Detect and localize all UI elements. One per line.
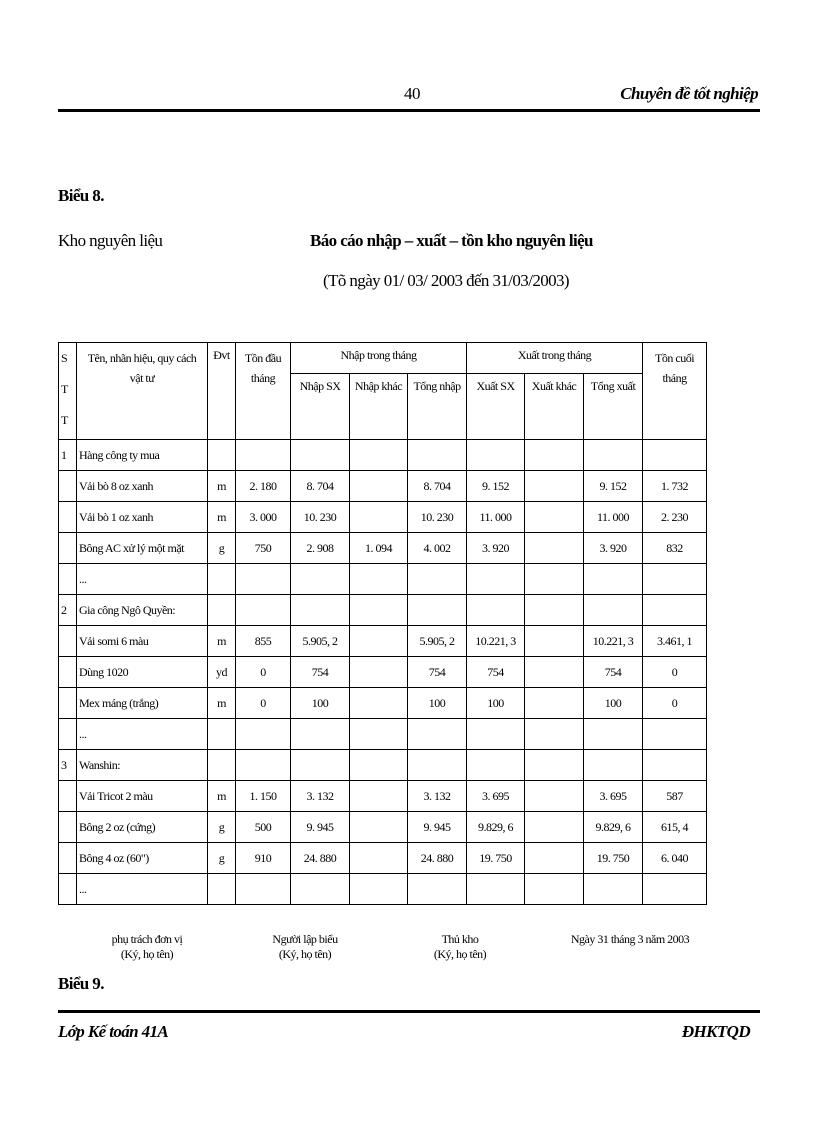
table-cell (467, 719, 525, 750)
table-cell: 615, 4 (643, 812, 707, 843)
table-cell: 10. 230 (408, 502, 467, 533)
table-row (59, 564, 707, 595)
header-export-total: Tổng xuất (584, 374, 643, 440)
header-import-total: Tổng nhập (408, 374, 467, 440)
table-cell (467, 595, 525, 626)
table-cell (59, 564, 77, 595)
table-cell (208, 874, 236, 905)
table-cell (291, 595, 350, 626)
table-cell: g (208, 533, 236, 564)
table-cell (350, 440, 408, 471)
footer-divider (58, 1010, 760, 1013)
table-row (59, 812, 707, 843)
table-cell: m (208, 626, 236, 657)
table-cell (467, 564, 525, 595)
table-cell (236, 874, 291, 905)
table-cell: 10.221, 3 (467, 626, 525, 657)
table-cell (350, 781, 408, 812)
table-cell (236, 440, 291, 471)
table-cell: Hàng công ty mua (77, 440, 208, 471)
table-cell (291, 440, 350, 471)
table-cell: Vải somi 6 màu (77, 626, 208, 657)
table-cell (467, 750, 525, 781)
table-cell: 11. 000 (584, 502, 643, 533)
signature-title: Thủ kho (441, 932, 479, 946)
table-cell: 9.829, 6 (584, 812, 643, 843)
table-cell (525, 750, 584, 781)
signature-unit-head (92, 932, 202, 962)
header-name-line: Tên, nhãn hiệu, quy cách (87, 351, 197, 365)
header-export-other: Xuất khác (525, 374, 584, 440)
table-cell (59, 657, 77, 688)
table-cell (350, 564, 408, 595)
table-row (59, 781, 707, 812)
table-cell (584, 719, 643, 750)
header-opening-line: Tồn đầu (244, 351, 282, 365)
table-cell: 754 (291, 657, 350, 688)
table-cell (59, 626, 77, 657)
header-unit: Đvt (208, 343, 236, 440)
table-cell (59, 688, 77, 719)
table-cell (525, 812, 584, 843)
header-opening (236, 343, 291, 440)
table-cell: 3. 695 (467, 781, 525, 812)
signature-title: Ngày 31 tháng 3 năm 2003 (570, 932, 690, 946)
table-cell (408, 750, 467, 781)
signature-note: (Ký, họ tên) (433, 947, 487, 961)
table-cell: 587 (643, 781, 707, 812)
signature-date (560, 932, 700, 947)
table-cell (291, 874, 350, 905)
table-cell (525, 719, 584, 750)
table-cell: 754 (408, 657, 467, 688)
table-cell: 2 (59, 595, 77, 626)
table-cell: 100 (467, 688, 525, 719)
table-cell: 24. 880 (291, 843, 350, 874)
table-cell (59, 502, 77, 533)
signature-note: (Ký, họ tên) (278, 947, 332, 961)
report-title: Báo cáo nhập – xuất – tồn kho nguyên liệu (310, 231, 593, 250)
table-cell (643, 719, 707, 750)
table-cell: Gia công Ngô Quyền: (77, 595, 208, 626)
table-row (59, 719, 707, 750)
table-cell: 100 (291, 688, 350, 719)
table-row (59, 626, 707, 657)
table-cell: 6. 040 (643, 843, 707, 874)
table-cell: Vải Tricot 2 màu (77, 781, 208, 812)
table-cell (59, 533, 77, 564)
table-cell: 0 (643, 657, 707, 688)
table-cell (208, 440, 236, 471)
table-cell (208, 595, 236, 626)
table-row (59, 471, 707, 502)
table-row (59, 874, 707, 905)
table-cell (408, 719, 467, 750)
table-cell (408, 874, 467, 905)
table-cell (350, 626, 408, 657)
table-cell: 910 (236, 843, 291, 874)
table-cell: 754 (584, 657, 643, 688)
header-closing-line: Tồn cuối (655, 351, 695, 365)
table-cell: 0 (643, 688, 707, 719)
table-cell (643, 440, 707, 471)
table-cell: m (208, 471, 236, 502)
table-cell (208, 564, 236, 595)
table-cell (525, 688, 584, 719)
table-cell: 3. 132 (408, 781, 467, 812)
table-cell (59, 471, 77, 502)
table-cell (525, 626, 584, 657)
table-row (59, 502, 707, 533)
table-cell: 9. 152 (584, 471, 643, 502)
header-stt-line: T (61, 382, 68, 396)
table-cell (525, 595, 584, 626)
table-cell (584, 595, 643, 626)
header-closing (643, 343, 707, 440)
table-cell: 8. 704 (291, 471, 350, 502)
page-number: 40 (404, 84, 420, 103)
table-cell: 3 (59, 750, 77, 781)
table-cell (584, 750, 643, 781)
table-cell: m (208, 688, 236, 719)
table-cell: 9. 945 (291, 812, 350, 843)
table-cell: 855 (236, 626, 291, 657)
table-cell: 3. 920 (467, 533, 525, 564)
table-cell (643, 750, 707, 781)
table-cell: 8. 704 (408, 471, 467, 502)
table-cell (525, 471, 584, 502)
header-opening-line: tháng (250, 371, 276, 385)
table-cell: 4. 002 (408, 533, 467, 564)
table-cell (59, 719, 77, 750)
table-cell: ... (77, 874, 208, 905)
table-cell (525, 843, 584, 874)
table-cell (643, 595, 707, 626)
table-cell: g (208, 843, 236, 874)
header-stt (59, 343, 77, 440)
signature-title: phụ trách đơn vị (111, 932, 183, 946)
table-cell (350, 719, 408, 750)
table-cell (408, 595, 467, 626)
signature-storekeeper (410, 932, 510, 962)
table-row (59, 688, 707, 719)
table-cell (350, 502, 408, 533)
table-cell (59, 843, 77, 874)
table-cell: Wanshin: (77, 750, 208, 781)
table-cell (208, 719, 236, 750)
footer-class: Lớp Kế toán 41A (58, 1022, 169, 1041)
signature-preparer (250, 932, 360, 962)
report-body (59, 440, 707, 905)
table-cell (350, 874, 408, 905)
table-cell: 3. 132 (291, 781, 350, 812)
header-export-production: Xuất SX (467, 374, 525, 440)
table-cell: 9. 152 (467, 471, 525, 502)
header-name-line: vật tư (129, 371, 155, 385)
table-cell: 3. 000 (236, 502, 291, 533)
table-cell: 1. 150 (236, 781, 291, 812)
header-name (77, 343, 208, 440)
table-cell: Dùng 1020 (77, 657, 208, 688)
next-form-label: Biểu 9. (58, 974, 104, 993)
table-cell: m (208, 502, 236, 533)
header-export-group: Xuất trong tháng (467, 343, 643, 374)
table-cell (236, 564, 291, 595)
table-cell (59, 812, 77, 843)
table-cell: Bông 4 oz (60") (77, 843, 208, 874)
table-cell: Vải bò 1 oz xanh (77, 502, 208, 533)
header-import-production: Nhập SX (291, 374, 350, 440)
table-cell (350, 750, 408, 781)
table-cell (291, 564, 350, 595)
table-cell (350, 812, 408, 843)
table-row (59, 750, 707, 781)
header-import-other: Nhập khác (350, 374, 408, 440)
header-stt-line: T (61, 413, 68, 427)
table-cell (236, 750, 291, 781)
table-cell (584, 564, 643, 595)
table-cell: 5.905, 2 (291, 626, 350, 657)
table-cell: 2. 230 (643, 502, 707, 533)
signature-title: Người lập biểu (272, 932, 338, 946)
table-cell: yd (208, 657, 236, 688)
warehouse-label: Kho nguyên liệu (58, 231, 163, 250)
header-closing-line: tháng (662, 371, 687, 385)
table-cell (408, 564, 467, 595)
table-cell (525, 874, 584, 905)
table-cell: 100 (408, 688, 467, 719)
table-cell: 10. 230 (291, 502, 350, 533)
table-cell: 11. 000 (467, 502, 525, 533)
table-row (59, 595, 707, 626)
table-cell (350, 688, 408, 719)
table-cell (525, 781, 584, 812)
table-cell: ... (77, 564, 208, 595)
table-cell: m (208, 781, 236, 812)
header-title: Chuyên đề tốt nghiệp (620, 84, 758, 103)
header-divider (58, 109, 760, 112)
table-cell (643, 874, 707, 905)
table-cell: g (208, 812, 236, 843)
table-cell: 750 (236, 533, 291, 564)
table-cell (236, 719, 291, 750)
table-cell: Vải bò 8 oz xanh (77, 471, 208, 502)
inventory-report-table (58, 342, 707, 905)
table-cell: 1. 094 (350, 533, 408, 564)
table-cell: 10.221, 3 (584, 626, 643, 657)
table-cell (525, 502, 584, 533)
table-cell: ... (77, 719, 208, 750)
table-cell: Bông AC xử lý một mặt (77, 533, 208, 564)
table-cell: 1. 732 (643, 471, 707, 502)
table-cell (643, 564, 707, 595)
table-cell: 754 (467, 657, 525, 688)
table-cell (291, 750, 350, 781)
table-cell (525, 564, 584, 595)
table-cell (350, 843, 408, 874)
table-row (59, 440, 707, 471)
table-cell: Mex máng (trắng) (77, 688, 208, 719)
table-cell: 9. 945 (408, 812, 467, 843)
table-cell (59, 781, 77, 812)
table-cell: 19. 750 (467, 843, 525, 874)
table-cell (291, 719, 350, 750)
table-cell: 100 (584, 688, 643, 719)
footer-school: ĐHKTQD (681, 1022, 750, 1041)
table-cell (408, 440, 467, 471)
table-cell: 3. 920 (584, 533, 643, 564)
table-cell (584, 874, 643, 905)
table-cell (467, 874, 525, 905)
table-cell: 24. 880 (408, 843, 467, 874)
header-import-group: Nhập trong tháng (291, 343, 467, 374)
header-stt-line: S (61, 351, 68, 365)
table-cell: 5.905, 2 (408, 626, 467, 657)
table-cell: 2. 180 (236, 471, 291, 502)
table-cell: 19. 750 (584, 843, 643, 874)
table-cell (525, 657, 584, 688)
table-cell: 0 (236, 657, 291, 688)
table-cell (350, 471, 408, 502)
signature-note: (Ký, họ tên) (120, 947, 174, 961)
table-cell (350, 657, 408, 688)
table-cell: 3. 695 (584, 781, 643, 812)
table-cell (584, 440, 643, 471)
table-cell (236, 595, 291, 626)
table-row (59, 533, 707, 564)
table-cell (467, 440, 525, 471)
table-cell (59, 874, 77, 905)
table-cell (525, 440, 584, 471)
table-cell: 832 (643, 533, 707, 564)
table-cell: 2. 908 (291, 533, 350, 564)
table-cell (208, 750, 236, 781)
table-cell (525, 533, 584, 564)
table-cell: 3.461, 1 (643, 626, 707, 657)
table-row (59, 843, 707, 874)
table-cell (350, 595, 408, 626)
form-label: Biểu 8. (58, 186, 104, 205)
table-cell: 1 (59, 440, 77, 471)
table-cell: 9.829, 6 (467, 812, 525, 843)
table-cell: 500 (236, 812, 291, 843)
report-period: (Tõ ngày 01/ 03/ 2003 đến 31/03/2003) (323, 271, 569, 290)
table-cell: 0 (236, 688, 291, 719)
table-row (59, 657, 707, 688)
table-cell: Bông 2 oz (cứng) (77, 812, 208, 843)
